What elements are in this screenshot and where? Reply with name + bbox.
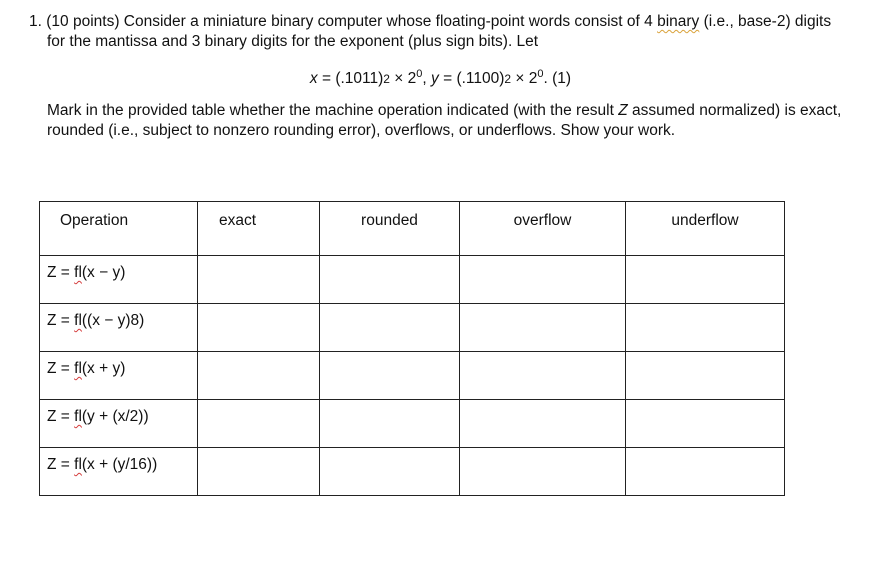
table-header-row <box>40 202 785 256</box>
header-rounded: rounded <box>320 202 460 256</box>
formula-y-var: y <box>431 70 439 88</box>
instructions-part1: Mark in the provided table whether the machine operation indicated (with the result <box>47 102 619 119</box>
op-prefix: Z = <box>47 360 75 377</box>
underflow-cell[interactable] <box>626 256 785 304</box>
formula-y-times: × 2 <box>511 70 538 88</box>
rounded-cell[interactable] <box>320 304 460 352</box>
problem-line2: for the mantissa and 3 binary digits for the exponent (plus sign bits). Let <box>47 33 539 50</box>
table-row <box>40 448 785 496</box>
formula-x-times: × 2 <box>389 70 417 88</box>
exact-cell[interactable] <box>198 352 320 400</box>
formula-x-mantissa: = (.1011) <box>317 70 384 88</box>
op-prefix: Z = <box>47 408 75 425</box>
formula-y-mantissa: = (.1100) <box>438 70 505 88</box>
overflow-cell[interactable] <box>460 304 626 352</box>
formula-x-exponent: 0 <box>416 68 423 80</box>
operation-cell <box>40 448 198 496</box>
op-expression: ((x − y)8) <box>81 312 145 329</box>
operations-table <box>39 201 785 496</box>
exact-cell[interactable] <box>198 448 320 496</box>
header-exact: exact <box>198 202 320 256</box>
op-fl: fl <box>74 312 82 329</box>
spellcheck-word-binary: binary <box>657 13 700 30</box>
problem-line1-tail: (i.e., base-2) digits <box>699 13 832 30</box>
rounded-cell[interactable] <box>320 256 460 304</box>
table-row <box>40 352 785 400</box>
rounded-cell[interactable] <box>320 400 460 448</box>
table-row <box>40 400 785 448</box>
formula-y-exponent: 0 <box>537 68 544 80</box>
op-expression: (x + y) <box>81 360 126 377</box>
operation-cell <box>40 304 198 352</box>
formula-separator: , <box>422 70 432 88</box>
formula-y-base: 2 <box>504 72 512 87</box>
op-fl: fl <box>74 264 82 281</box>
header-operation: Operation <box>40 202 198 256</box>
instructions-z: Z <box>618 102 628 119</box>
rounded-cell[interactable] <box>320 352 460 400</box>
formula-line <box>0 68 881 88</box>
op-prefix: Z = <box>47 456 75 473</box>
operation-cell <box>40 256 198 304</box>
op-expression: (y + (x/2)) <box>81 408 149 425</box>
formula-tail: . (1) <box>543 70 572 88</box>
table-row <box>40 256 785 304</box>
header-underflow: underflow <box>626 202 785 256</box>
overflow-cell[interactable] <box>460 256 626 304</box>
formula-x-base: 2 <box>383 72 390 87</box>
overflow-cell[interactable] <box>460 448 626 496</box>
problem-statement <box>29 12 869 52</box>
overflow-cell[interactable] <box>460 352 626 400</box>
formula-x-var: x <box>309 70 318 88</box>
header-overflow: overflow <box>460 202 626 256</box>
underflow-cell[interactable] <box>626 352 785 400</box>
underflow-cell[interactable] <box>626 304 785 352</box>
instructions <box>47 101 872 141</box>
exact-cell[interactable] <box>198 400 320 448</box>
operation-cell <box>40 352 198 400</box>
op-fl: fl <box>74 360 82 377</box>
op-prefix: Z = <box>47 264 75 281</box>
op-expression: (x + (y/16)) <box>81 456 158 473</box>
overflow-cell[interactable] <box>460 400 626 448</box>
op-expression: (x − y) <box>81 264 126 281</box>
underflow-cell[interactable] <box>626 400 785 448</box>
rounded-cell[interactable] <box>320 448 460 496</box>
op-fl: fl <box>74 408 82 425</box>
underflow-cell[interactable] <box>626 448 785 496</box>
instructions-part2: assumed normalized) is exact, rounded (i.e., subject to nonzero rounding error), overflows, or underflows. Show your work. <box>47 102 842 139</box>
exact-cell[interactable] <box>198 256 320 304</box>
problem-number: 1. <box>29 13 42 30</box>
operation-cell <box>40 400 198 448</box>
op-prefix: Z = <box>47 312 75 329</box>
problem-line1: (10 points) Consider a miniature binary computer whose floating-point words consist of 4 <box>46 13 658 30</box>
exact-cell[interactable] <box>198 304 320 352</box>
table-row <box>40 304 785 352</box>
op-fl: fl <box>74 456 82 473</box>
